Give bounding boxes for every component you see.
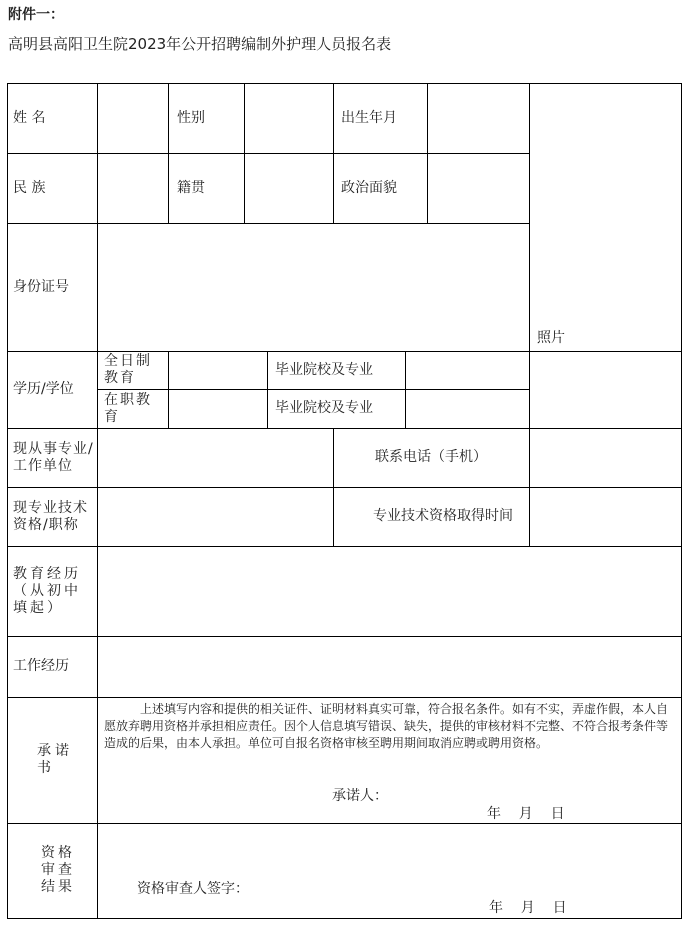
education-history-label: 教育经历（从初中填起）: [13, 565, 81, 616]
review-date: 年 月 日: [489, 899, 567, 916]
current-major-unit-label: 现从事专业/工作单位: [13, 440, 94, 474]
phone-label: 联系电话（手机）: [375, 449, 487, 465]
name-label: 姓 名: [13, 109, 46, 126]
full-time-education-label: 全日制教育: [104, 353, 152, 386]
col-line: [333, 83, 334, 223]
birth-label: 出生年月: [341, 109, 397, 126]
gender-label: 性别: [177, 109, 205, 126]
row-line: [7, 697, 682, 698]
row-line: [7, 636, 682, 637]
school-major-label-2: 毕业院校及专业: [275, 400, 373, 416]
col-line: [244, 83, 245, 223]
pledge-text: 上述填写内容和提供的相关证件、证明材料真实可靠，符合报名条件。如有不实，弄虚作假，本人自愿放弃聘用资格并承担相应责任。因个人信息填写错误、缺失，提供的审核材料不完整、不符合报考条件等造成的后果，由本人承担。单位可自报名资格审核至聘用期间取消应聘或聘用资格。: [104, 702, 669, 750]
review-label: 资格审查结果: [41, 845, 75, 895]
registration-form-table: [7, 83, 682, 919]
pledge-date: 年 月 日: [487, 805, 565, 822]
col-line: [405, 351, 406, 428]
col-line: [267, 351, 268, 428]
col-line: [427, 83, 428, 223]
col-line: [168, 83, 169, 223]
photo-label: 照片: [537, 329, 565, 346]
row-line: [7, 487, 682, 488]
row-line: [7, 546, 682, 547]
work-history-label: 工作经历: [13, 658, 69, 674]
form-title: 高明县高阳卫生院2023年公开招聘编制外护理人员报名表: [8, 35, 392, 53]
review-signer: 资格审查人签字：: [137, 880, 249, 897]
table-border-left: [7, 83, 8, 919]
political-status-label: 政治面貌: [341, 179, 397, 196]
pledge-label: 承诺书: [37, 743, 73, 776]
in-service-education-label: 在职教育: [104, 391, 152, 425]
qualification-time-label: 专业技术资格取得时间: [373, 508, 513, 524]
school-major-label-1: 毕业院校及专业: [275, 361, 373, 378]
education-degree-label: 学历/学位: [13, 381, 74, 397]
attachment-label: 附件一：: [8, 7, 64, 23]
qualification-label: 现专业技术资格/职称: [13, 499, 88, 533]
id-number-label: 身份证号: [13, 278, 69, 295]
col-line: [529, 83, 530, 546]
table-border-right: [681, 83, 682, 919]
col-line: [97, 83, 98, 919]
native-place-label: 籍贯: [177, 179, 205, 196]
pledge-signer: 承诺人：: [332, 787, 388, 804]
ethnicity-label: 民 族: [13, 179, 46, 196]
col-line: [168, 351, 169, 428]
